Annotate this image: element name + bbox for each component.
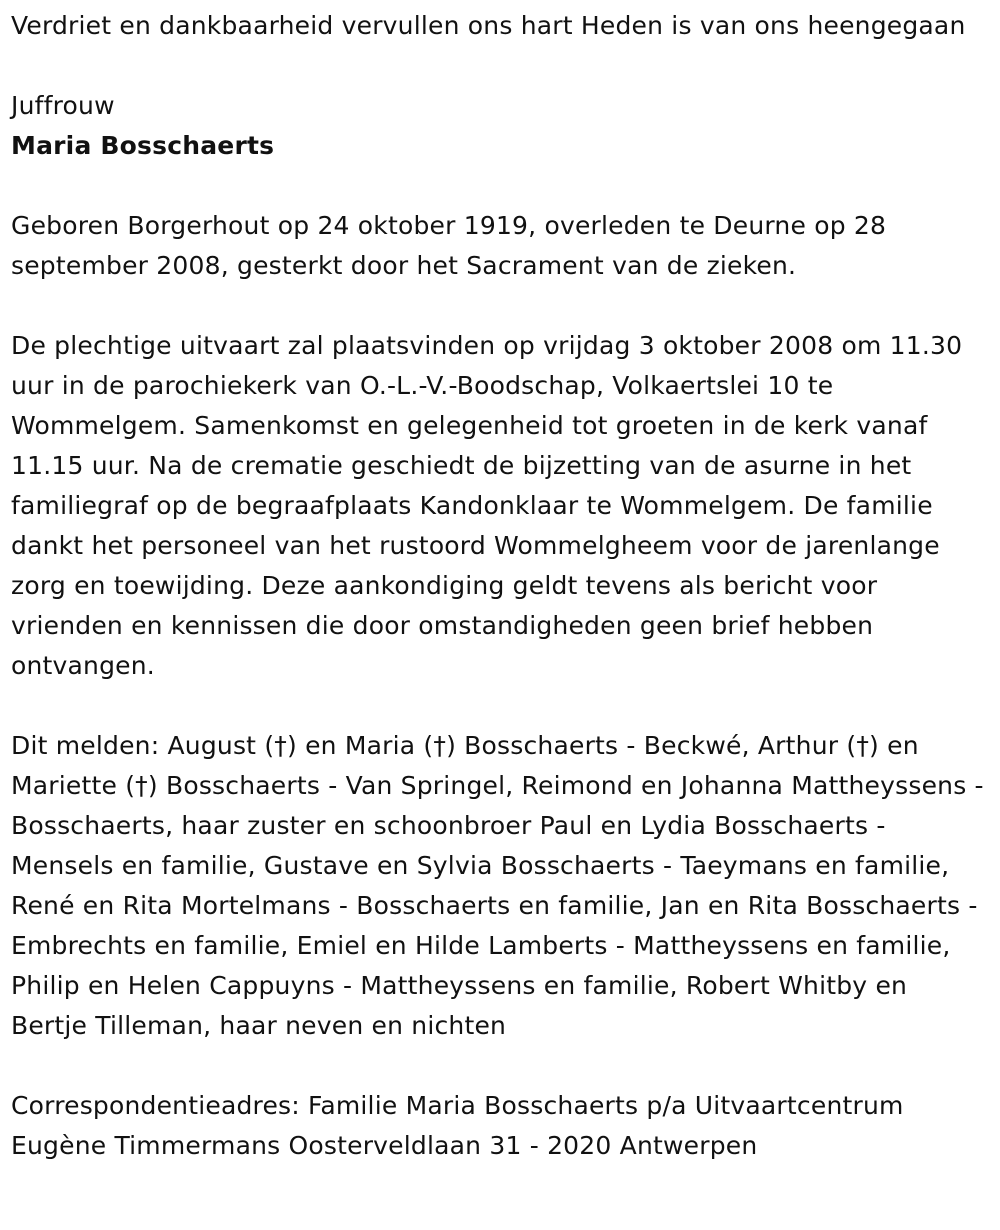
birth-death-paragraph: Geboren Borgerhout op 24 oktober 1919, overleden te Deurne op 28 september 2008, gesterkt door het Sacrament van de zieken. [11, 211, 887, 280]
funeral-paragraph: De plechtige uitvaart zal plaatsvinden op vrijdag 3 oktober 2008 om 11.30 uur in de parochiekerk van O.-L.-V.-Boodschap, Volkaertslei 10 te Wommelgem. Samenkomst en gelegenheid tot groeten in de kerk vanaf 11.15 uur. Na de crematie geschiedt de bijzetting van de asurne in het familiegraf op de begraafplaats Kandonklaar te Wommelgem. De familie dankt het personeel van het rustoord Wommelgheem voor de jarenlange zorg en toewijding. Deze aankondiging geldt tevens als bericht voor vrienden en kennissen die door omstandigheden geen brief hebben ontvangen. [11, 331, 963, 680]
spacer [11, 46, 990, 86]
intro-text: Verdriet en dankbaarheid vervullen ons hart Heden is van ons heengegaan [11, 11, 966, 40]
spacer [11, 1046, 990, 1086]
deceased-name: Maria Bosschaerts [11, 131, 275, 160]
spacer [11, 166, 990, 206]
title-prefix: Juffrouw [11, 91, 115, 120]
family-paragraph: Dit melden: August (†) en Maria (†) Bosschaerts - Beckwé, Arthur (†) en Mariette (†) Bosschaerts - Van Springel, Reimond en Johanna Mattheyssens - Bosschaerts, haar zuster en schoonbroer Paul en Lydia Bosschaerts - Mensels en familie, Gustave en Sylvia Bosschaerts - Taeymans en familie, René en Rita Mortelmans - Bosschaerts en familie, Jan en Rita Bosschaerts - Embrechts en familie, Emiel en Hilde Lamberts - Mattheyssens en familie, Philip en Helen Cappuyns - Mattheyssens en familie, Robert Whitby en Bertje Tilleman, haar neven en nichten [11, 731, 984, 1040]
spacer [11, 686, 990, 726]
spacer [11, 286, 990, 326]
correspondence-address: Correspondentieadres: Familie Maria Bosschaerts p/a Uitvaartcentrum Eugène Timmermans Oosterveldlaan 31 - 2020 Antwerpen [11, 1091, 904, 1160]
